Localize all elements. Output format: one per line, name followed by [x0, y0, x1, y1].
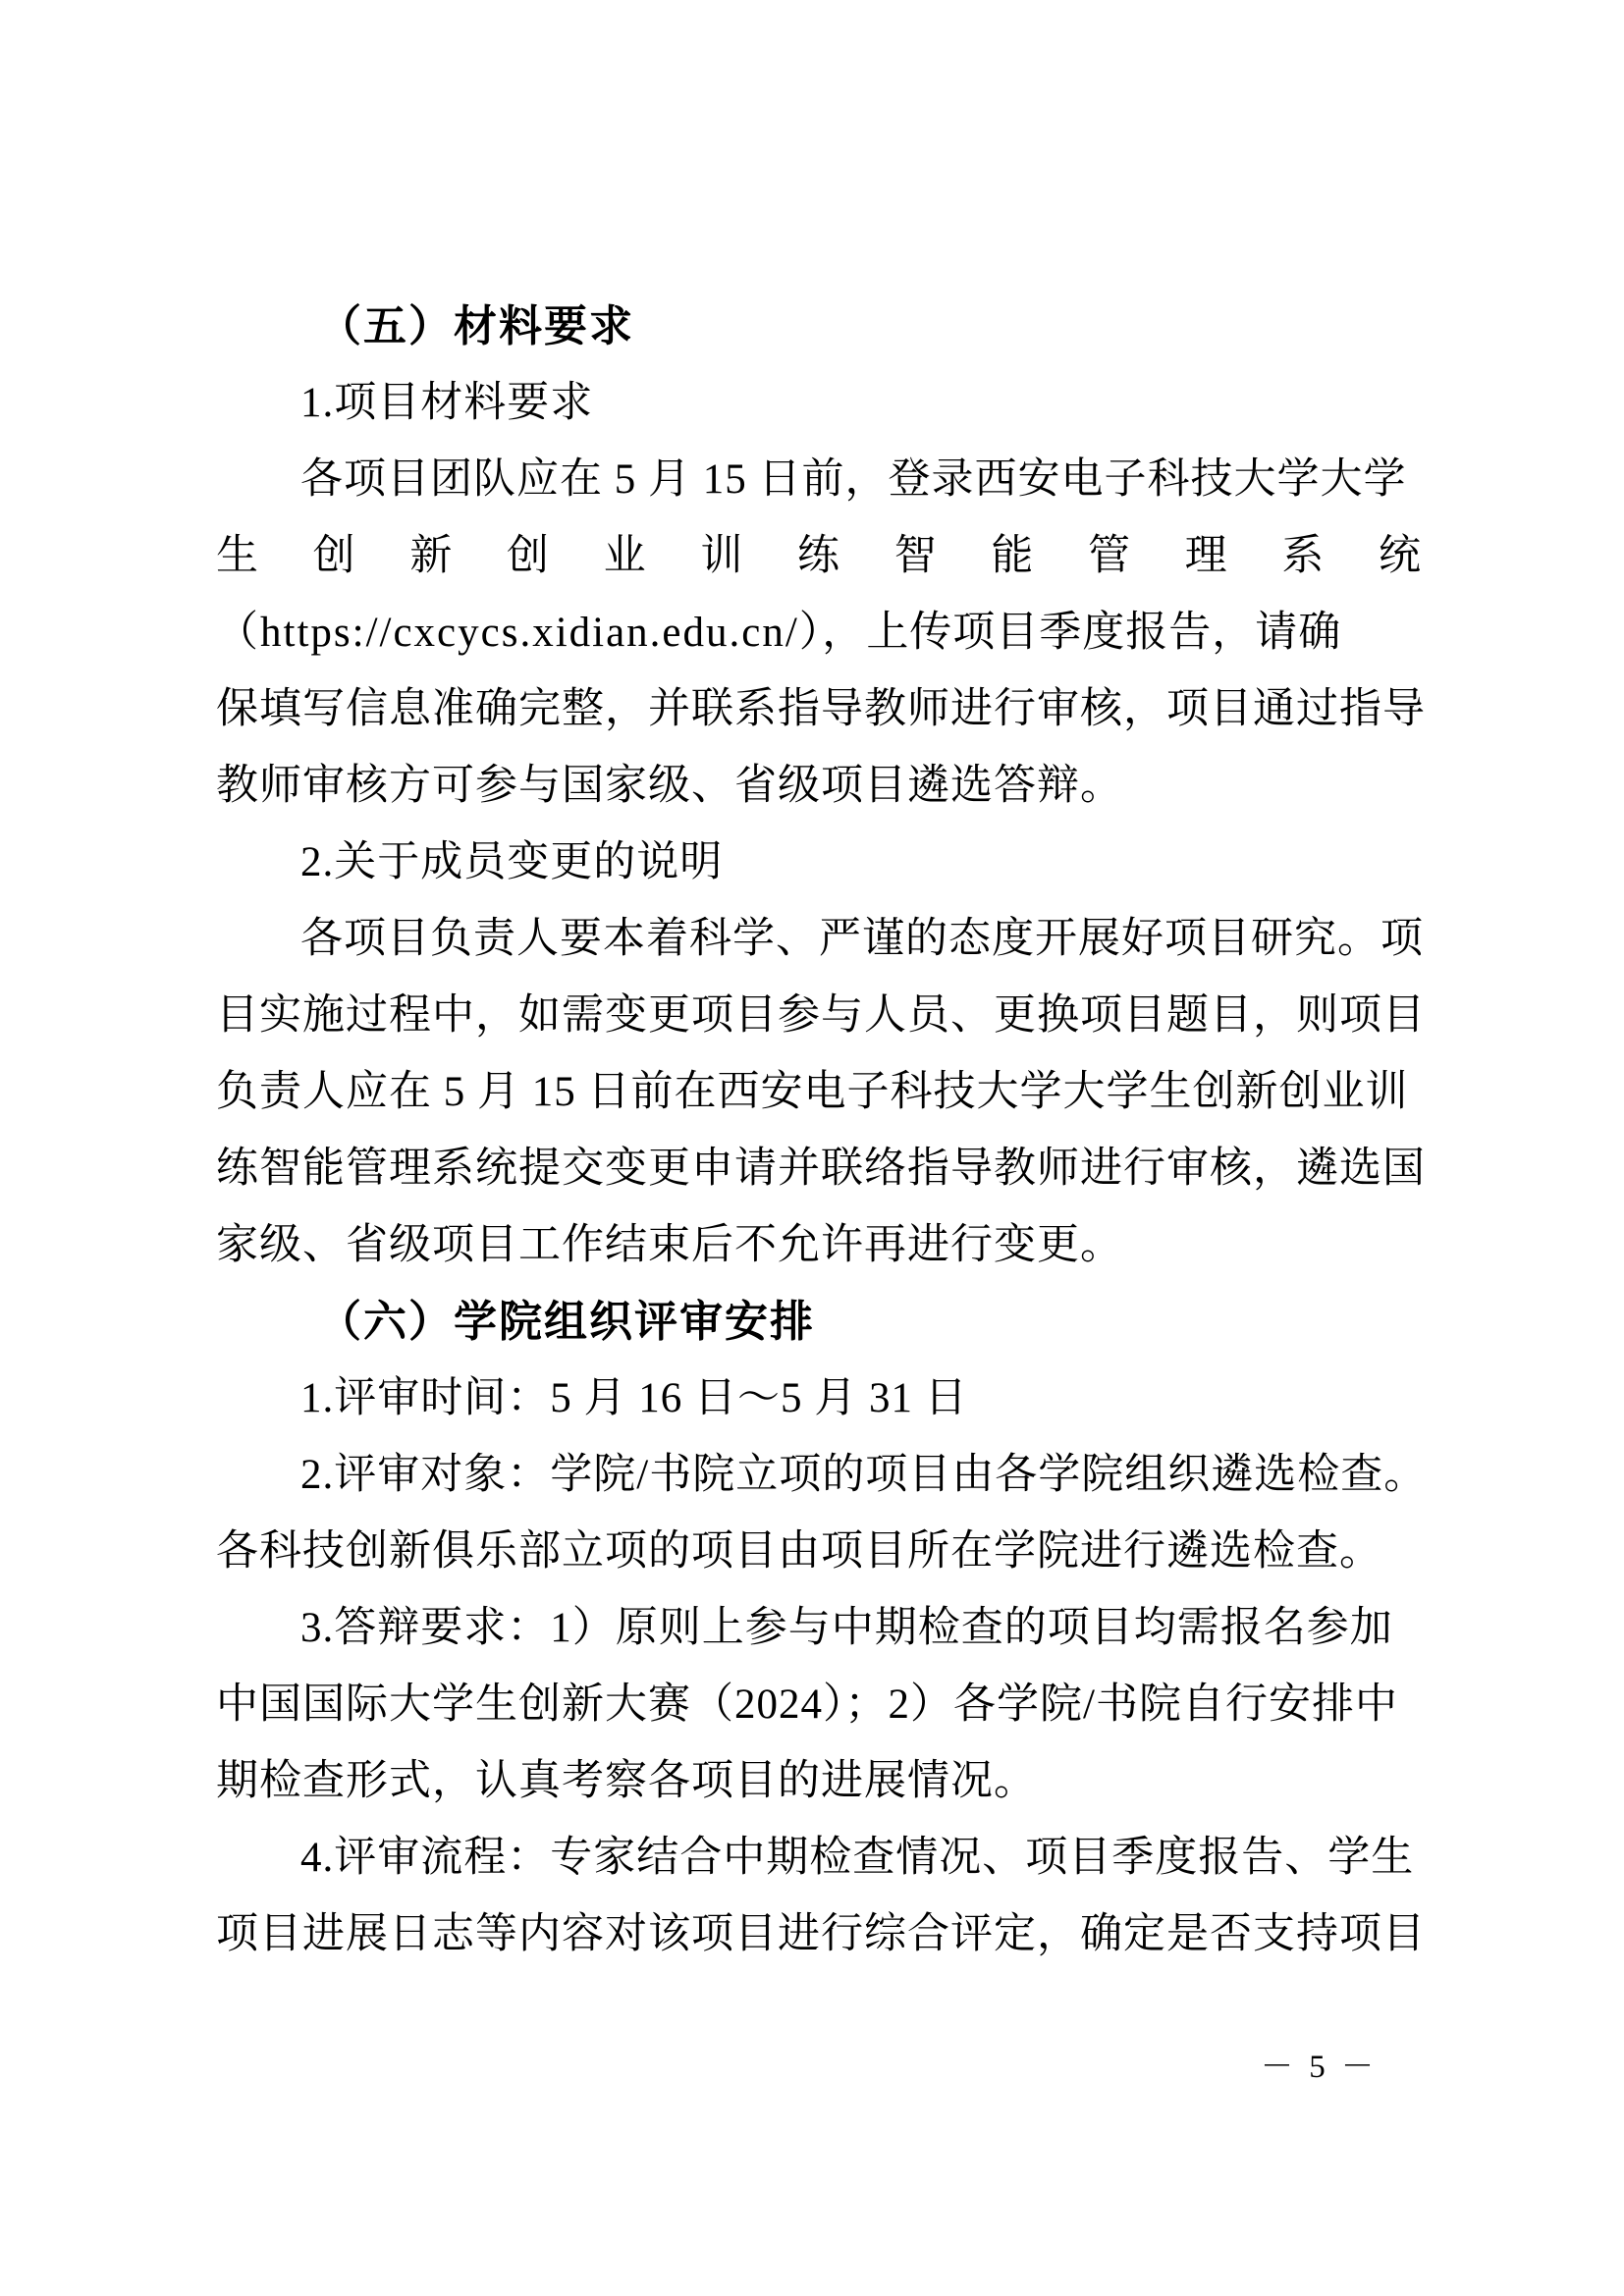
section-heading-college-review-arrangement: （六）学院组织评审安排	[318, 1298, 815, 1346]
subsection-title-project-materials: 1.项目材料要求	[300, 380, 594, 426]
body-line: 中国国际大学生创新大赛（2024）；2）各学院/书院自行安排中	[216, 1682, 1398, 1728]
body-line-defense-requirements: 3.答辩要求：1）原则上参与中期检查的项目均需报名参加	[300, 1605, 1393, 1651]
body-line: 各项目团队应在 5 月 15 日前，登录西安电子科技大学大学	[300, 456, 1407, 503]
body-line-tail: 上传项目季度报告，请确	[866, 610, 1342, 656]
body-line: 教师审核方可参与国家级、省级项目遴选答辩。	[216, 763, 1123, 809]
body-line: 项目进展日志等内容对该项目进行综合评定，确定是否支持项目	[216, 1911, 1426, 1957]
body-line-with-url	[216, 595, 1421, 671]
body-line-review-target: 2.评审对象：学院/书院立项的项目由各学院组织遴选检查。	[300, 1452, 1428, 1498]
system-url-text: （https://cxcycs.xidian.edu.cn/），	[216, 610, 867, 656]
body-line: 各项目负责人要本着科学、严谨的态度开展好项目研究。项	[300, 916, 1424, 962]
body-line-review-time: 1.评审时间：5 月 16 日～5 月 31 日	[300, 1375, 968, 1421]
body-line-justified: 生创新创业训练智能管理系统	[216, 533, 1421, 579]
page-number: － 5 －	[1261, 2050, 1378, 2085]
body-line: 练智能管理系统提交变更申请并联络指导教师进行审核，遴选国	[216, 1146, 1426, 1192]
body-line: 负责人应在 5 月 15 日前在西安电子科技大学大学生创新创业训	[216, 1069, 1409, 1115]
body-line: 期检查形式，认真考察各项目的进展情况。	[216, 1758, 1037, 1804]
body-line: 目实施过程中，如需变更项目参与人员、更换项目题目，则项目	[216, 992, 1426, 1039]
body-line: 家级、省级项目工作结束后不允许再进行变更。	[216, 1222, 1123, 1268]
subsection-title-member-change: 2.关于成员变更的说明	[300, 839, 724, 885]
document-body	[216, 289, 1428, 1973]
body-line: 各科技创新俱乐部立项的项目由项目所在学院进行遴选检查。	[216, 1528, 1382, 1575]
body-line: 保填写信息准确完整，并联系指导教师进行审核，项目通过指导	[216, 686, 1426, 732]
section-heading-materials-requirements: （五）材料要求	[318, 302, 634, 350]
body-line-review-process: 4.评审流程：专家结合中期检查情况、项目季度报告、学生	[300, 1835, 1415, 1881]
